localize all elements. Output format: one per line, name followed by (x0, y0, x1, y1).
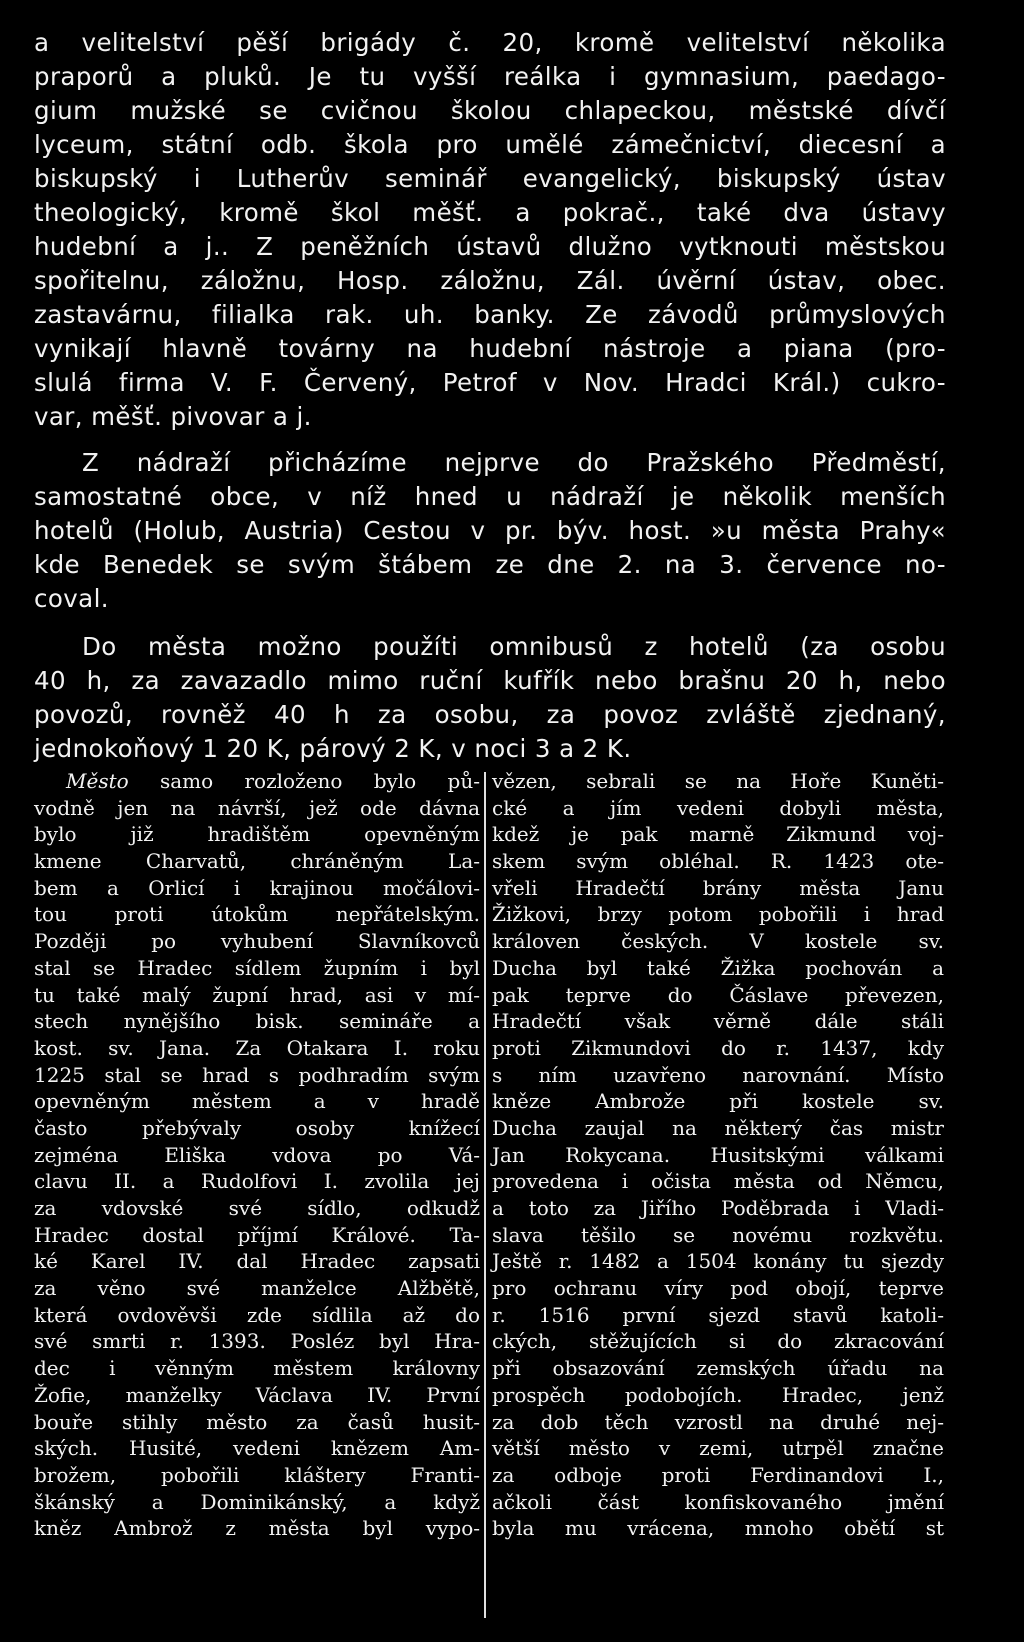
column-line: kdež je pak marně Zikmund voj- (492, 822, 944, 847)
lead-word: Město (66, 769, 129, 793)
text-line: praporů a pluků. Je tu vyšší reálka i gymnasium, paedago- (34, 62, 946, 91)
column-line: pro ochranu víry pod obojí, teprve (492, 1276, 944, 1301)
column-line: Ještě r. 1482 a 1504 konány tu sjezdy (492, 1249, 944, 1274)
left-column (34, 768, 480, 1542)
column-line: kněze Ambrože při kostele sv. (492, 1089, 944, 1114)
column-line: cké a jím vedeni dobyli města, (492, 795, 944, 820)
text-line: var, měšť. pivovar a j. (34, 402, 312, 431)
column-line: větší město v zemi, utrpěl značne (492, 1436, 944, 1461)
column-line: brožem, pobořili kláštery Franti- (34, 1462, 480, 1487)
column-line: ských. Husité, vedeni knězem Am- (34, 1436, 480, 1461)
right-column (492, 768, 944, 1542)
column-line: clavu II. a Rudolfovi I. zvolila jej (34, 1169, 480, 1194)
column-line: Jan Rokycana. Husitskými válkami (492, 1142, 944, 1167)
text-line: zastavárnu, filialka rak. uh. banky. Ze závodů průmyslových (34, 300, 946, 329)
column-line: kmene Charvatů, chráněným La- (34, 849, 480, 874)
column-line: skem svým obléhal. R. 1423 ote- (492, 849, 944, 874)
text-line: slulá firma V. F. Červený, Petrof v Nov. Hradci Král.) cukro- (34, 368, 946, 397)
column-line (34, 768, 480, 795)
column-line: kněz Ambrož z města byl vypo- (34, 1516, 480, 1541)
column-line: za odboje proti Ferdinandovi I., (492, 1462, 944, 1487)
column-line: bem a Orlicí i krajinou močálovi- (34, 875, 480, 900)
column-line: tou proti útokům nepřátelským. (34, 902, 480, 927)
text-line: kde Benedek se svým štábem ze dne 2. na 3. července no- (34, 550, 946, 579)
column-line: Ducha byl také Žižka pochován a (492, 955, 944, 980)
column-line: škánský a Dominikánský, a když (34, 1489, 480, 1514)
left-column-lines (34, 795, 480, 1542)
text-line: Do města možno použíti omnibusů z hotelů (za osobu (82, 632, 946, 661)
column-line: 1225 stal se hrad s podhradím svým (34, 1062, 480, 1087)
column-line: ké Karel IV. dal Hradec zapsati (34, 1249, 480, 1274)
right-column-lines (492, 768, 944, 1542)
column-line: a toto za Jiřího Poděbrada i Vladi- (492, 1196, 944, 1220)
line-text: samo rozloženo bylo pů- (128, 769, 480, 793)
column-line: dec i věnným městem královny (34, 1356, 480, 1381)
text-line: hotelů (Holub, Austria) Cestou v pr. býv. host. »u města Prahy« (34, 516, 946, 545)
column-line: která ovdověvši zde sídlila až do (34, 1302, 480, 1327)
text-line: a velitelství pěší brigády č. 20, kromě velitelství několika (34, 28, 946, 57)
column-line: Žižkovi, brzy potom pobořili i hrad (492, 902, 944, 927)
column-line: zejména Eliška vdova po Vá- (34, 1142, 480, 1167)
column-line: bylo již hradištěm opevněným (34, 822, 480, 847)
text-line: gium mužské se cvičnou školou chlapeckou, městské dívčí (34, 96, 946, 125)
column-line: prospěch podobojích. Hradec, jenž (492, 1382, 944, 1407)
column-line: byla mu vrácena, mnoho obětí st (492, 1516, 944, 1541)
column-divider (484, 772, 486, 1618)
column-line: proti Zikmundovi do r. 1437, kdy (492, 1035, 944, 1060)
text-line: samostatné obce, v níž hned u nádraží je několik menších (34, 482, 946, 511)
column-line: vřeli Hradečtí brány města Janu (492, 875, 944, 900)
text-line: 40 h, za zavazadlo mimo ruční kufřík nebo brašnu 20 h, nebo (34, 666, 946, 695)
column-line: s ním uzavřeno narovnání. Místo (492, 1062, 944, 1087)
column-line: za vdovské své sídlo, odkudž (34, 1196, 480, 1220)
column-line: své smrti r. 1393. Posléz byl Hra- (34, 1329, 480, 1354)
column-line: vodně jen na návrší, jež ode dávna (34, 795, 480, 820)
column-line: ačkoli část konfiskovaného jmění (492, 1489, 944, 1514)
text-line: biskupský i Lutherův seminář evangelický, biskupský ústav (34, 164, 946, 193)
text-line: jednokoňový 1 20 K, párový 2 K, v noci 3 a 2 K. (34, 734, 632, 763)
column-line: opevněným městem a v hradě (34, 1089, 480, 1114)
column-line: Žofie, manželky Václava IV. První (34, 1382, 480, 1407)
column-line: Později po vyhubení Slavníkovců (34, 929, 480, 954)
text-line: coval. (34, 584, 109, 613)
column-line: stech nynějšího bisk. semináře a (34, 1009, 480, 1034)
column-line: provedena i očista města od Němcu, (492, 1169, 944, 1194)
column-line: při obsazování zemských úřadu na (492, 1356, 944, 1381)
column-line: pak teprve do Čáslave převezen, (492, 982, 944, 1007)
text-line: Z nádraží přicházíme nejprve do Pražského Předměstí, (82, 448, 946, 477)
column-line: královen českých. V kostele sv. (492, 929, 944, 954)
text-line: spořitelnu, záložnu, Hosp. záložnu, Zál. úvěrní ústav, obec. (34, 266, 946, 295)
text-line: povozů, rovněž 40 h za osobu, za povoz zvláště zjednaný, (34, 700, 946, 729)
column-line: kost. sv. Jana. Za Otakara I. roku (34, 1035, 480, 1060)
text-line: lyceum, státní odb. škola pro umělé zámečnictví, diecesní a (34, 130, 946, 159)
column-line: Ducha zaujal na některý čas mistr (492, 1115, 944, 1140)
column-line: za dob těch vzrostl na druhé nej- (492, 1409, 944, 1434)
column-line: stal se Hradec sídlem župním i byl (34, 955, 480, 980)
column-line: vězen, sebrali se na Hoře Kuněti- (492, 769, 944, 793)
text-line: vynikají hlavně továrny na hudební nástroje a piana (pro- (34, 334, 946, 363)
column-line: r. 1516 první sjezd stavů katoli- (492, 1302, 944, 1327)
text-line: theologický, kromě škol měšť. a pokrač., také dva ústavy (34, 198, 946, 227)
column-line: slava těšilo se novému rozkvětu. (492, 1222, 944, 1247)
column-line: ckých, stěžujících si do zkracování (492, 1329, 944, 1354)
column-line: tu také malý župní hrad, asi v mí- (34, 982, 480, 1007)
column-line: bouře stihly město za časů husit- (34, 1409, 480, 1434)
text-line: hudební a j.. Z peněžních ústavů dlužno vytknouti městskou (34, 232, 946, 261)
column-line: za věno své manželce Alžbětě, (34, 1276, 480, 1301)
column-line: Hradečtí však věrně dále stáli (492, 1009, 944, 1034)
column-line: často přebývaly osoby knížecí (34, 1115, 480, 1140)
column-line: Hradec dostal příjmí Králové. Ta- (34, 1222, 480, 1247)
